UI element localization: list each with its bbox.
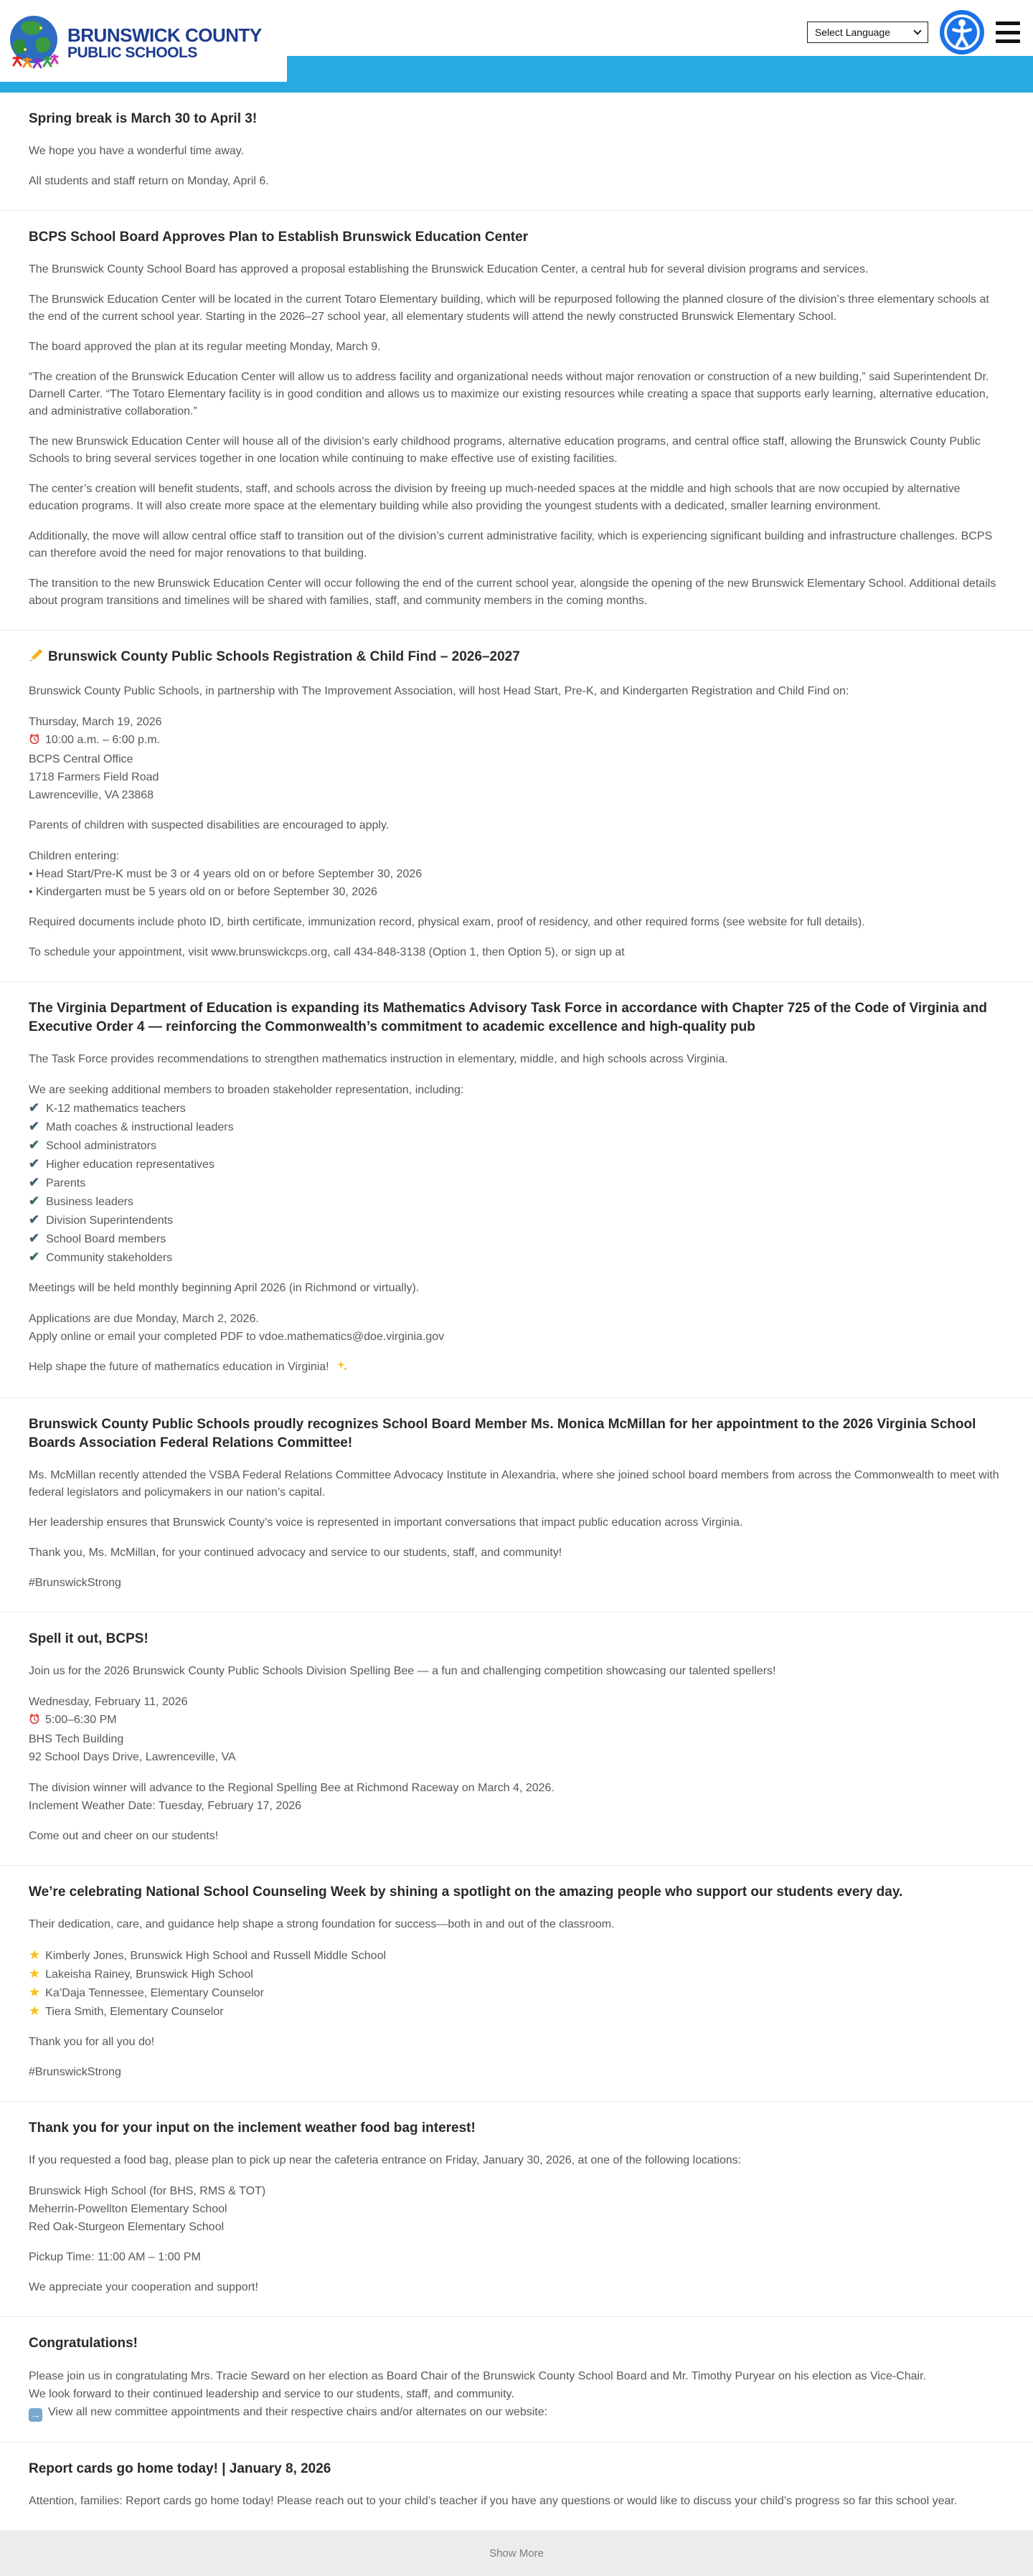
hashtag: #BrunswickStrong [29,2066,121,2078]
checklist-intro: We are seeking additional members to broaden stakeholder representation, including: [29,1084,464,1096]
stakeholder-checklist [29,1081,1004,1267]
required-documents: Required documents include photo ID, birth certificate, immunization record, physical exam, proof of residency, and other required forms (see website for full details). [29,916,865,928]
language-selector-label: Select Language [814,27,890,38]
counselor-name: Kimberly Jones, Brunswick High School and Russell Middle School [45,1950,387,1962]
event-details [29,713,1004,804]
alarm-clock-icon [29,732,40,750]
post-title: Spring break is March 30 to April 3! [29,111,258,126]
checklist-item-label: School Board members [46,1233,166,1245]
post-food-bag [0,2101,1033,2316]
closing-line: We appreciate your cooperation and support! [29,2281,258,2293]
closing-line [29,1359,1004,1377]
checklist-item-label: Parents [46,1177,86,1189]
checklist-item-label: Community stakeholders [46,1252,173,1264]
counselor-item [29,1983,1004,2002]
alarm-clock-icon [29,1712,40,1730]
hashtag: #BrunswickStrong [29,1577,121,1589]
post-paragraph: If you requested a food bag, please plan to pick up near the cafeteria entrance on Friday, January 30, 2026, at one of the following locations: [29,2154,742,2166]
check-icon: ✔ [29,1175,40,1189]
registration-intro: Brunswick County Public Schools, in partnership with The Improvement Association, will host Head Start, Pre-K, and Kindergarten Registration and Child Find on: [29,685,849,697]
header-controls [807,10,1022,55]
post-paragraph: Additionally, the move will allow central office staff to transition out of the division’s current administrative facility, which is experiencing significant building and infrastructure challenges. BCPS can therefore avoid the need for major renovations to that building. [29,530,993,560]
election-announcement: Please join us in congratulating Mrs. Tracie Seward on her election as Board Chair of the Brunswick County School Board and Mr. Timothy Puryear on his election as Vice-Chair. [29,2370,926,2382]
event-street: 1718 Farmers Field Road [29,771,159,783]
accessibility-button[interactable] [940,10,984,55]
district-name-line2: PUBLIC SCHOOLS [67,44,197,61]
post-title: Thank you for your input on the inclement weather food bag interest! [29,2120,476,2136]
post-education-center [0,210,1033,630]
post-board-election [0,2316,1033,2442]
star-icon: ★ [29,1985,41,1999]
website-link-line[interactable] [29,2403,1004,2422]
menu-button[interactable] [996,22,1022,43]
checklist-item-label: Math coaches & instructional leaders [46,1121,234,1133]
pickup-time: Pickup Time: 11:00 AM – 1:00 PM [29,2251,201,2263]
post-spelling-bee [0,1612,1033,1865]
website-link-text: View all new committee appointments and their respective chairs and/or alternates on our website: [48,2406,548,2418]
post-paragraph: We hope you have a wonderful time away. [29,145,245,157]
counselor-item [29,1965,1004,1983]
post-title-text: Brunswick County Public Schools Registration & Child Find – 2026–2027 [48,649,520,664]
entering-item: • Head Start/Pre-K must be 3 or 4 years old on or before September 30, 2026 [29,868,423,880]
post-title [29,648,1004,669]
arrow-right-icon: → [29,2408,42,2422]
post-paragraph: The Task Force provides recommendations to strengthen mathematics instruction in elementary, middle, and high schools across Virginia. [29,1053,728,1065]
post-paragraph: The center’s creation will benefit students, staff, and schools across the division by freeing up much-needed spaces at the middle and high schools that are now occupied by alternative education programs. It will also create more space at the elementary building while also providing the youngest students with a dedicated, smaller learning environment. [29,483,961,512]
sparkles-icon [336,1360,348,1377]
counselor-item [29,2002,1004,2021]
post-paragraph: Thank you, Ms. McMillan, for your continued advocacy and service to our students, staff, and community! [29,1547,562,1559]
post-title: BCPS School Board Approves Plan to Establish Brunswick Education Center [29,230,529,245]
post-paragraph: Her leadership ensures that Brunswick County’s voice is represented in important conversations that impact public education across Virginia. [29,1516,743,1529]
pickup-location: Meherrin-Powellton Elementary School [29,2203,227,2215]
pickup-location: Brunswick High School (for BHS, RMS & TOT) [29,2185,266,2197]
post-title: Congratulations! [29,2336,138,2351]
post-paragraph: The transition to the new Brunswick Education Center will occur following the end of the current school year, alongside the opening of the new Brunswick Elementary School. Additional details about program transitions and timelines will be shared with families, staff, and community members in the coming months. [29,577,996,607]
post-paragraph: The board approved the plan at its regular meeting Monday, March 9. [29,341,381,353]
leadership-note: We look forward to their continued leadership and service to our students, staff, and community. [29,2388,514,2400]
check-icon: ✔ [29,1250,40,1264]
counselor-item [29,1946,1004,1965]
thanks-line: Thank you for all you do! [29,2036,155,2048]
star-icon: ★ [29,2004,41,2018]
applications-due: Applications are due Monday, March 2, 2026. [29,1313,259,1325]
globe-logo-icon [7,14,60,72]
checklist-item-label: Division Superintendents [46,1214,174,1227]
apply-instructions: Apply online or email your completed PDF to vdoe.mathematics@doe.virginia.gov [29,1331,445,1343]
post-counseling-week [0,1865,1033,2101]
inclement-weather-date: Inclement Weather Date: Tuesday, February 17, 2026 [29,1800,302,1812]
closing-line: Come out and cheer on our students! [29,1830,219,1842]
post-paragraph: The Brunswick Education Center will be located in the current Totaro Elementary building, which will be repurposed following the planned closure of the division’s three elementary schools at the end of the current school year. Starting in the 2026–27 school year, all elementary students will attend the newly constructed Brunswick Elementary School. [29,293,989,323]
event-date: Thursday, March 19, 2026 [29,716,162,728]
language-selector[interactable] [807,22,928,43]
menu-icon [996,31,1020,34]
winner-block [29,1779,1004,1815]
menu-icon [996,39,1020,43]
post-spring-break [0,93,1033,210]
event-time-line [29,731,1004,750]
site-header [0,0,1033,93]
event-place: BHS Tech Building [29,1733,124,1745]
post-title: Brunswick County Public Schools proudly recognizes School Board Member Ms. Monica McMillan for her appointment to the 2026 Virginia School Boards Association Federal Relations Committee! [29,1417,976,1450]
post-paragraph: Their dedication, care, and guidance help shape a strong foundation for success—both in and out of the classroom. [29,1918,615,1930]
check-icon: ✔ [29,1156,40,1171]
counselor-name: Ka’Daja Tennessee, Elementary Counselor [45,1987,264,1999]
post-paragraph: The new Brunswick Education Center will house all of the division’s early childhood programs, alternative education programs, and central office staff, allowing the Brunswick County Public Schools to bring several services together in one location while continuing to make effective use of existing facilities. [29,435,981,465]
counselor-list [29,1946,1004,2021]
apply-note: Parents of children with suspected disabilities are encouraged to apply. [29,819,390,831]
checklist-item [29,1211,1004,1230]
post-report-cards [0,2442,1033,2530]
checklist-item [29,1118,1004,1136]
application-block [29,1310,1004,1346]
post-paragraph: Attention, families: Report cards go home today! Please reach out to your child’s teacher if you have any questions or would like to discuss your child’s progress so far this school year. [29,2495,958,2507]
menu-icon [996,22,1020,25]
event-time: 10:00 a.m. – 6:00 p.m. [45,734,161,746]
post-title: Spell it out, BCPS! [29,1631,148,1646]
post-paragraph: The Brunswick County School Board has approved a proposal establishing the Brunswick Education Center, a central hub for several division programs and services. [29,263,869,275]
checklist-item [29,1230,1004,1248]
event-street: 92 School Days Drive, Lawrenceville, VA [29,1751,236,1763]
post-paragraph: Ms. McMillan recently attended the VSBA Federal Relations Committee Advocacy Institute in Alexandria, where she joined school board members from across the Commonwealth to meet with federal legislators and policymakers in our nation’s capital. [29,1469,999,1499]
post-math-task-force [0,981,1033,1397]
checklist-item [29,1155,1004,1174]
event-city: Lawrenceville, VA 23868 [29,789,154,801]
checklist-item [29,1174,1004,1192]
pickup-location: Red Oak-Sturgeon Elementary School [29,2221,225,2233]
children-entering-list [29,847,1004,901]
children-entering-label: Children entering: [29,850,120,862]
pencil-icon [29,649,42,669]
post-paragraph: “The creation of the Brunswick Education Center will allow us to address facility and organizational needs without major renovation or construction of a new building,” said Superintendent Dr. Darnell Carter. “The Totaro Elementary facility is in good condition and allows us to maximize our existing resources while creating a space that supports early learning, alternative education, and administrative collaboration.” [29,371,989,417]
checklist-item [29,1192,1004,1211]
counselor-name: Lakeisha Rainey, Brunswick High School [45,1968,253,1981]
post-title: Report cards go home today! | January 8, 2026 [29,2461,331,2476]
accessibility-icon [940,10,984,55]
check-icon: ✔ [29,1138,40,1152]
schedule-appointment: To schedule your appointment, visit www.brunswickcps.org, call 434-848-3138 (Option 1, then Option 5), or sign up at [29,946,625,958]
star-icon: ★ [29,1966,41,1981]
checklist-item [29,1248,1004,1267]
post-title: We’re celebrating National School Counseling Week by shining a spotlight on the amazing people who support our students every day. [29,1884,903,1900]
event-date: Wednesday, February 11, 2026 [29,1696,188,1708]
post-registration-child-find [0,630,1033,981]
post-mcmillan-recognition [0,1397,1033,1612]
closing-text: Help shape the future of mathematics education in Virginia! [29,1361,329,1373]
post-paragraph: All students and staff return on Monday, April 6. [29,175,269,187]
chevron-down-icon [913,27,921,34]
event-details [29,1693,1004,1766]
spelling-bee-intro: Join us for the 2026 Brunswick County Public Schools Division Spelling Bee — a fun and challenging competition showcasing our talented spellers! [29,1665,776,1677]
check-icon: ✔ [29,1119,40,1133]
logo-text [67,25,262,62]
check-icon: ✔ [29,1231,40,1245]
meetings-note: Meetings will be held monthly beginning April 2026 (in Richmond or virtually). [29,1282,420,1294]
election-block [29,2367,1004,2422]
checklist-item-label: Business leaders [46,1196,133,1208]
check-icon: ✔ [29,1212,40,1227]
checklist-item [29,1136,1004,1155]
checklist-item-label: Higher education representatives [46,1159,214,1171]
header-top-bar [0,0,1033,61]
news-feed [0,93,1033,2530]
show-more-button[interactable]: Show More [0,2530,1033,2576]
pickup-locations [29,2182,1004,2236]
district-name-line1: BRUNSWICK COUNTY [67,24,262,46]
star-icon: ★ [29,1948,41,1962]
winner-note: The division winner will advance to the Regional Spelling Bee at Richmond Raceway on March 4, 2026. [29,1782,555,1794]
post-title: The Virginia Department of Education is expanding its Mathematics Advisory Task Force in accordance with Chapter 725 of the Code of Virginia and Executive Order 4 — reinforcing the Commonwealth’s commitment to academic excellence and high-quality pub [29,1001,987,1034]
event-time: 5:00–6:30 PM [45,1714,117,1726]
checklist-item [29,1099,1004,1118]
check-icon: ✔ [29,1100,40,1115]
checklist-item-label: School administrators [46,1140,156,1152]
event-time-line [29,1711,1004,1730]
counselor-name: Tiera Smith, Elementary Counselor [45,2006,224,2018]
event-place: BCPS Central Office [29,753,133,765]
check-icon: ✔ [29,1194,40,1208]
entering-item: • Kindergarten must be 5 years old on or before September 30, 2026 [29,886,377,898]
logo[interactable] [0,0,287,82]
checklist-item-label: K-12 mathematics teachers [46,1103,186,1115]
